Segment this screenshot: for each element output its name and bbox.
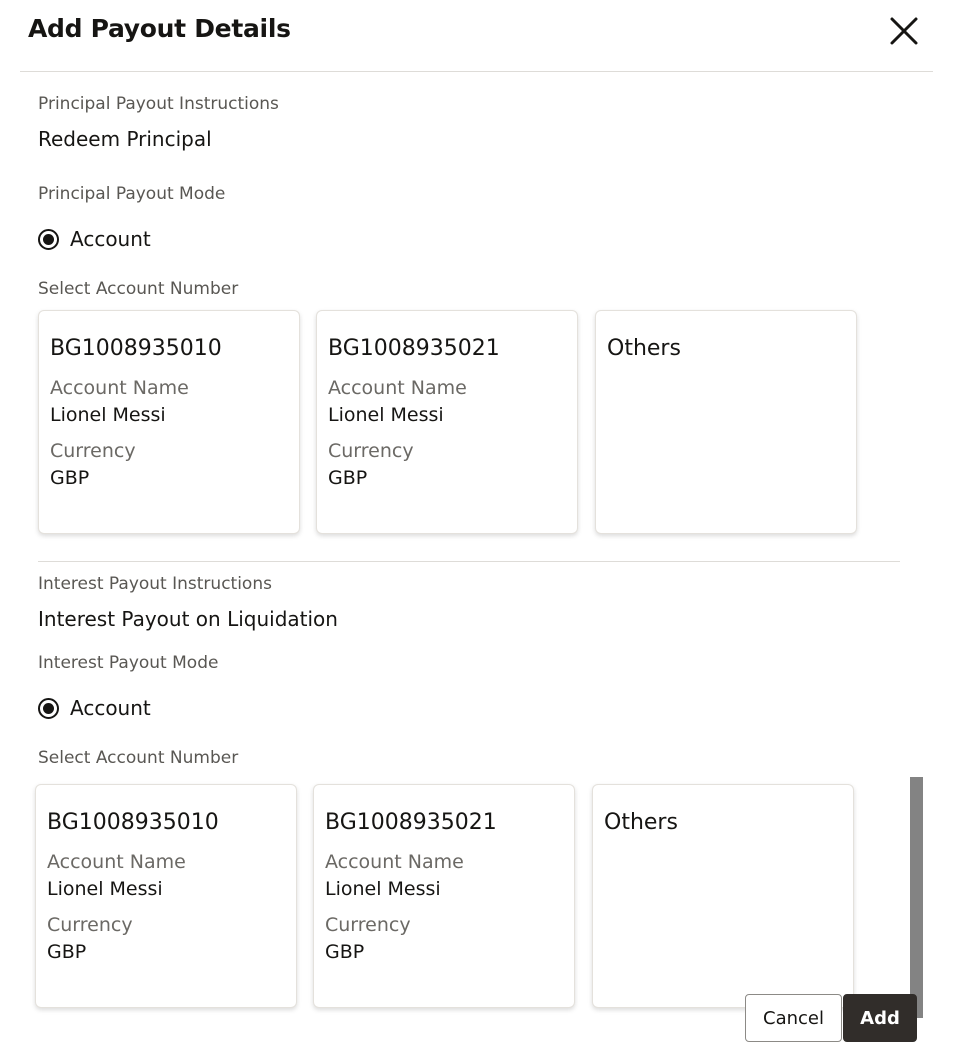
- principal-mode-account-label[interactable]: Account: [70, 227, 151, 251]
- currency-label: Currency: [50, 440, 136, 462]
- section-divider: [38, 561, 900, 562]
- account-name-label: Account Name: [47, 851, 186, 873]
- close-icon[interactable]: [885, 12, 923, 50]
- interest-instructions-value: Interest Payout on Liquidation: [38, 607, 338, 631]
- principal-account-card-1[interactable]: [38, 310, 300, 534]
- account-name-value: Lionel Messi: [325, 878, 441, 900]
- radio-selected-icon[interactable]: [38, 698, 59, 719]
- interest-mode-label: Interest Payout Mode: [38, 653, 219, 673]
- currency-value: GBP: [47, 941, 87, 963]
- account-name-label: Account Name: [328, 377, 467, 399]
- radio-selected-icon[interactable]: [38, 229, 59, 250]
- account-number: BG1008935010: [50, 336, 222, 361]
- interest-mode-account-radio[interactable]: [38, 696, 151, 720]
- account-number: BG1008935010: [47, 810, 219, 835]
- principal-mode-account-radio[interactable]: [38, 227, 151, 251]
- account-number: Others: [604, 810, 678, 835]
- interest-instructions-label: Interest Payout Instructions: [38, 574, 272, 594]
- principal-mode-label: Principal Payout Mode: [38, 184, 226, 204]
- currency-value: GBP: [325, 941, 365, 963]
- currency-label: Currency: [328, 440, 414, 462]
- scrollbar-thumb[interactable]: [910, 777, 923, 1018]
- interest-mode-account-label[interactable]: Account: [70, 696, 151, 720]
- add-button[interactable]: Add: [843, 994, 917, 1042]
- account-number: BG1008935021: [325, 810, 497, 835]
- principal-account-label: Select Account Number: [38, 279, 239, 299]
- account-number: BG1008935021: [328, 336, 500, 361]
- account-number: Others: [607, 336, 681, 361]
- cancel-button[interactable]: Cancel: [745, 994, 842, 1042]
- principal-instructions-value: Redeem Principal: [38, 127, 212, 151]
- principal-account-card-others[interactable]: [595, 310, 857, 534]
- currency-label: Currency: [47, 914, 133, 936]
- interest-account-card-1[interactable]: [35, 784, 297, 1008]
- header-divider: [20, 71, 933, 72]
- principal-account-card-2[interactable]: [316, 310, 578, 534]
- account-name-value: Lionel Messi: [47, 878, 163, 900]
- close-button[interactable]: [885, 12, 923, 50]
- interest-account-card-others[interactable]: [592, 784, 854, 1008]
- interest-account-card-2[interactable]: [313, 784, 575, 1008]
- principal-instructions-label: Principal Payout Instructions: [38, 94, 279, 114]
- account-name-label: Account Name: [325, 851, 464, 873]
- account-name-value: Lionel Messi: [50, 404, 166, 426]
- account-name-label: Account Name: [50, 377, 189, 399]
- currency-value: GBP: [328, 467, 368, 489]
- account-name-value: Lionel Messi: [328, 404, 444, 426]
- currency-label: Currency: [325, 914, 411, 936]
- currency-value: GBP: [50, 467, 90, 489]
- interest-account-label: Select Account Number: [38, 748, 239, 768]
- dialog-title: Add Payout Details: [28, 14, 291, 43]
